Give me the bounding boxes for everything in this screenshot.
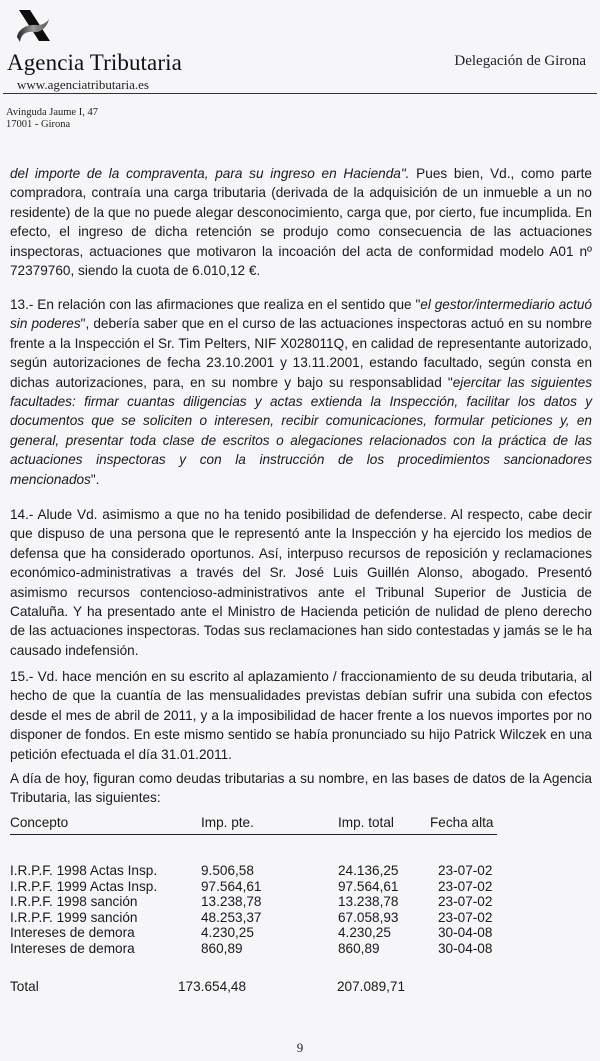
table-row xyxy=(10,894,500,910)
cell-imp-total: 24.136,25 xyxy=(338,863,399,878)
paragraph-text: Pues bien, Vd., como parte compradora, contraía una carga tributaria (derivada de la adquisición de un inmueble a un no residente) de la que no puede alegar desconocimiento, carga que, por cierto, fue incumplida. En efecto, el ingreso de dicha retención se produjo como consecuencia de las actuaciones inspectoras, actuaciones que motivaron la incoación del acta de conformidad modelo A01 nº 72379760, siendo la cuota de 6.010,12 €. xyxy=(10,166,592,279)
address-line-2: 17001 - Girona xyxy=(6,119,71,130)
cell-fecha-alta: 23-07-02 xyxy=(438,909,493,925)
cell-imp-pte: 9.506,58 xyxy=(201,863,254,878)
cell-fecha-alta: 23-07-02 xyxy=(438,863,493,878)
agency-name: Agencia Tributaria xyxy=(7,50,182,75)
cell-concepto: Intereses de demora xyxy=(10,940,135,956)
cell-concepto: I.R.P.F. 1999 Actas Insp. xyxy=(10,878,158,894)
table-row xyxy=(10,941,500,957)
total-imp-total: 207.089,71 xyxy=(337,978,406,994)
debt-table xyxy=(10,815,500,997)
cell-imp-pte: 48.253,37 xyxy=(201,909,262,925)
paragraph-text: ". xyxy=(90,471,100,487)
cell-imp-total: 67.058,93 xyxy=(338,909,399,925)
agencia-tributaria-logo-icon xyxy=(12,8,56,46)
paragraph-13 xyxy=(10,295,592,489)
paragraph-15: 15.- Vd. hace mención en su escrito al aplazamiento / fraccionamiento de su deuda tributaria, al hecho de que la cuantía de las mensualidades previstas debían sufrir una subida con efectos desde el mes de abril de 2011, y a la imposibilidad de hacer frente a los nuevos importes por no disponer de fondos. En este mismo sentido se había pronunciado su hijo Patrick Wilczek en una petición efectuada el día 31.01.2011. xyxy=(10,669,592,762)
paragraph-14: 14.- Alude Vd. asimismo a que no ha tenido posibilidad de defenderse. Al respecto, cabe decir que dispuso de una persona que le representó ante la Inspección y ha ejercido los medios de defensa que ha considerado oportunos. Así, interpuso recursos de reposición y reclamaciones económico-administrativas a través del Sr. José Luis Guillén Alonso, abogado. Presentó asimismo recursos contencioso-administrativos ante el Tribunal Superior de Justicia de Cataluña. Y ha presentado ante el Ministro de Hacienda petición de nulidad de pleno derecho de las actuaciones inspectoras. Todas sus reclamaciones han sido contestadas y jamás se le ha causado indefensión. xyxy=(10,507,592,658)
table-total-row xyxy=(10,979,500,997)
page-number: 9 xyxy=(296,1040,304,1055)
cell-imp-pte: 4.230,25 xyxy=(201,925,254,941)
table-row xyxy=(10,925,500,941)
cell-fecha-alta: 23-07-02 xyxy=(438,878,493,894)
total-imp-pte: 173.654,48 xyxy=(178,978,247,994)
agency-website: www.agenciatributaria.es xyxy=(17,77,149,92)
cell-concepto: I.R.P.F. 1998 Actas Insp. xyxy=(10,863,158,878)
header-concepto: Concepto xyxy=(10,815,69,830)
table-row xyxy=(10,910,500,926)
total-label: Total xyxy=(10,978,39,994)
cell-fecha-alta: 30-04-08 xyxy=(438,925,493,941)
table-header xyxy=(10,815,497,835)
cell-imp-total: 97.564,61 xyxy=(338,878,399,894)
address-block xyxy=(6,107,98,131)
cell-imp-pte: 860,89 xyxy=(201,940,243,956)
letterhead xyxy=(0,0,600,140)
address-line-1: Avinguda Jaume I, 47 xyxy=(6,107,98,118)
header-divider xyxy=(3,93,597,94)
cell-imp-pte: 13.238,78 xyxy=(201,894,262,910)
cell-concepto: I.R.P.F. 1999 sanción xyxy=(10,909,138,925)
table-row xyxy=(10,863,500,879)
header-fecha-alta: Fecha alta xyxy=(430,815,494,830)
delegation-name: Delegación de Girona xyxy=(454,53,586,69)
header-imp-total: Imp. total xyxy=(338,815,394,830)
cell-concepto: Intereses de demora xyxy=(10,925,135,941)
cell-fecha-alta: 23-07-02 xyxy=(438,894,493,910)
table-body xyxy=(10,863,500,957)
quoted-text: del importe de la compraventa, para su ingreso en Hacienda". xyxy=(10,166,410,181)
cell-imp-pte: 97.564,61 xyxy=(201,878,262,894)
paragraph-text: 13.- En relación con las afirmaciones que realiza en el sentido que " xyxy=(10,297,421,312)
header-imp-pte: Imp. pte. xyxy=(201,815,254,830)
paragraph-debts-intro: A día de hoy, figuran como deudas tributarias a su nombre, en las bases de datos de la Agencia Tributaria, las siguientes: xyxy=(10,771,592,806)
cell-fecha-alta: 30-04-08 xyxy=(438,940,493,956)
quoted-text: ejercitar las siguientes facultades: firmar cuantas diligencias y actas extienda la Inspección, facilitar los datos y documentos que se soliciten o interesen, recibir comunicaciones, formular peticiones y, en general, presentar toda clase de escritos o alegaciones relacionados con la práctica de las actuaciones inspectoras y con la instrucción de los procedimientos sancionadores mencionados xyxy=(10,374,592,487)
cell-concepto: I.R.P.F. 1998 sanción xyxy=(10,894,138,910)
quoted-text: el gestor/intermediario actuó sin poderes xyxy=(10,297,592,332)
cell-imp-total: 4.230,25 xyxy=(338,925,391,941)
cell-imp-total: 13.238,78 xyxy=(338,894,399,910)
table-row xyxy=(10,879,500,895)
cell-imp-total: 860,89 xyxy=(338,940,380,956)
paragraph-text: ", debería saber que en el curso de las actuaciones inspectoras actuó en su nombre frente a la Inspección el Sr. Tim Pelters, NIF X028011Q, en calidad de representante autorizado, según autorizaciones de fecha 23.10.2001 y 13.11.2001, estando facultado, según consta en dichas autorizaciones, para, en su nombre y bajo su responsablidad " xyxy=(10,316,593,390)
paragraph-continuation xyxy=(10,164,592,280)
